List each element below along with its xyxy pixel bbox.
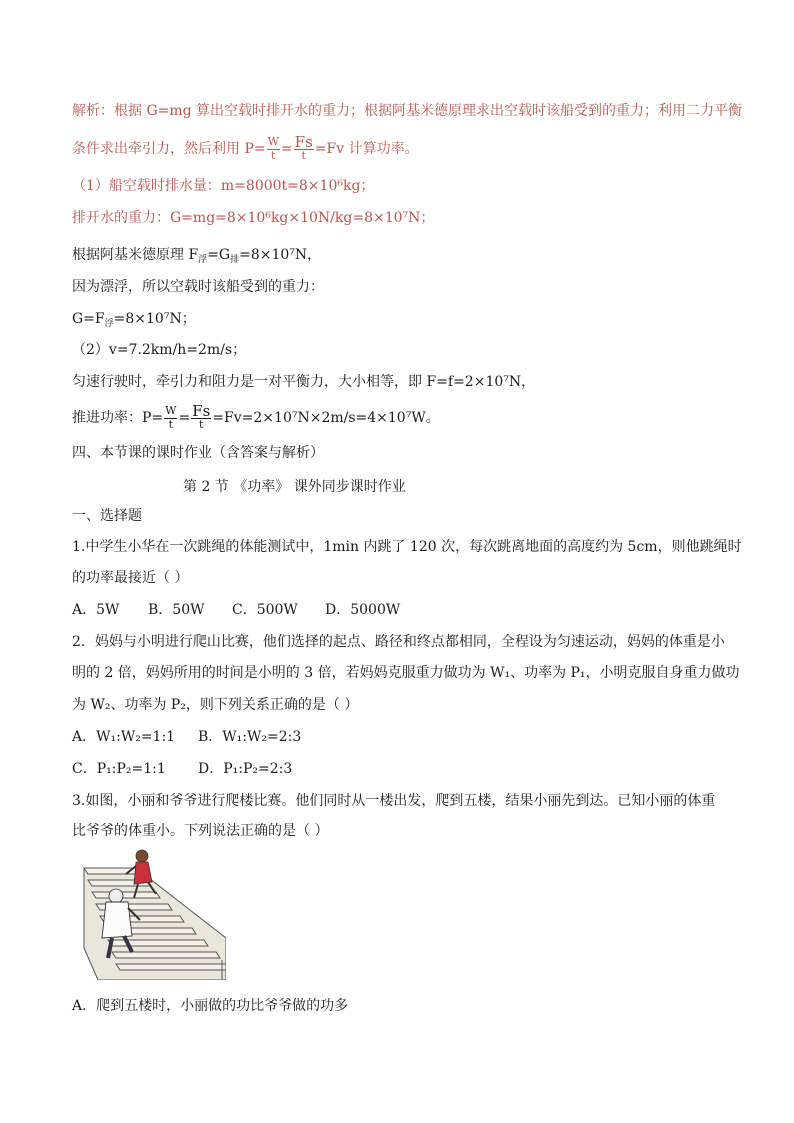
analysis-line-1: 解析：根据 G=mg 算出空载时排开水的重力；根据阿基米德原理求出空载时该船受到的重力；利用二力平衡 bbox=[72, 103, 743, 119]
analysis-line-4: 排开水的重力：G=mg=8×10⁶kg×10N/kg=8×10⁷N； bbox=[72, 210, 435, 226]
option-a[interactable]: A．5W bbox=[72, 602, 120, 618]
analysis-line-3: （1）船空载时排水量：m=8000t=8×10⁶kg； bbox=[72, 178, 375, 194]
option-b[interactable]: B．50W bbox=[148, 602, 205, 618]
fraction-w-over-t: $\frac{W}{t}$ bbox=[267, 135, 279, 162]
analysis-line-2: 条件求出牵引力，然后利用 P= $\frac{W}{t}$ = $\frac{Fs}{t}$ =Fv 计算功率。 bbox=[72, 133, 419, 162]
question-2-line-1: 2．妈妈与小明进行爬山比赛，他们选择的起点、路径和终点都相同，全程设为匀速运动，妈妈的体重是小 bbox=[72, 634, 725, 650]
solution-line-2: 因为漂浮，所以空载时该船受到的重力： bbox=[72, 279, 324, 295]
option-a[interactable]: A．W₁:W₂=1:1 bbox=[72, 729, 176, 745]
question-3-option-a[interactable]: A．爬到五楼时，小丽做的功比爷爷做的功多 bbox=[72, 998, 349, 1014]
question-2-options-row-1 bbox=[72, 727, 301, 747]
fraction-fs-over-t-2: $\frac{Fs}{t}$ bbox=[192, 402, 211, 431]
staircase-illustration bbox=[76, 848, 226, 980]
fraction-w-over-t-2: $\frac{W}{t}$ bbox=[165, 404, 177, 431]
option-c[interactable]: C．500W bbox=[232, 602, 298, 618]
part-heading: 一、选择题 bbox=[72, 508, 142, 524]
section-heading: 四、本节课的课时作业（含答案与解析） bbox=[72, 445, 324, 461]
question-2-line-2: 明的 2 倍，妈妈所用的时间是小明的 3 倍，若妈妈克服重力做功为 W₁、功率为 P₁，小明克服自身重力做功 bbox=[72, 665, 740, 681]
solution-line-5: 匀速行驶时，牵引力和阻力是一对平衡力，大小相等，即 F=f=2×10⁷N， bbox=[72, 374, 536, 390]
option-d[interactable]: D．P₁:P₂=2:3 bbox=[198, 761, 293, 777]
option-d[interactable]: D．5000W bbox=[325, 602, 401, 618]
question-1-line-1: 1.中学生小华在一次跳绳的体能测试中，1min 内跳了 120 次，每次跳离地面的高度约为 5cm，则他跳绳时 bbox=[72, 539, 742, 555]
question-1-options bbox=[72, 600, 400, 620]
question-3-line-2: 比爷爷的体重小。下列说法正确的是（ ） bbox=[72, 823, 329, 839]
solution-line-4: （2）v=7.2km/h=2m/s； bbox=[72, 342, 247, 358]
solution-line-1: 根据阿基米德原理 $F_浮=G_排=8\times 10^7N$， bbox=[72, 247, 322, 265]
fraction-fs-over-t: $\frac{Fs}{t}$ bbox=[294, 133, 313, 162]
solution-line-6: 推进功率：P= $\frac{W}{t}$ = $\frac{Fs}{t}$ =Fv=2×10⁷N×2m/s=4×10⁷W。 bbox=[72, 402, 440, 431]
question-3-line-1: 3.如图，小丽和爷爷进行爬楼比赛。他们同时从一楼出发，爬到五楼，结果小丽先到达。已知小丽的体重 bbox=[72, 793, 716, 809]
option-c[interactable]: C．P₁:P₂=1:1 bbox=[72, 761, 166, 777]
option-b[interactable]: B．W₁:W₂=2:3 bbox=[198, 729, 302, 745]
question-2-options-row-2 bbox=[72, 759, 292, 779]
question-1-line-2: 的功率最接近（ ） bbox=[72, 570, 189, 586]
analysis-label: 解析： bbox=[72, 103, 114, 119]
question-2-line-3: 为 W₂、功率为 P₂，则下列关系正确的是（ ） bbox=[72, 697, 359, 713]
worksheet-subtitle: 第 2 节 《功率》 课外同步课时作业 bbox=[183, 479, 406, 495]
solution-line-3: $G=F_浮=8\times 10^7N$； bbox=[72, 311, 196, 329]
